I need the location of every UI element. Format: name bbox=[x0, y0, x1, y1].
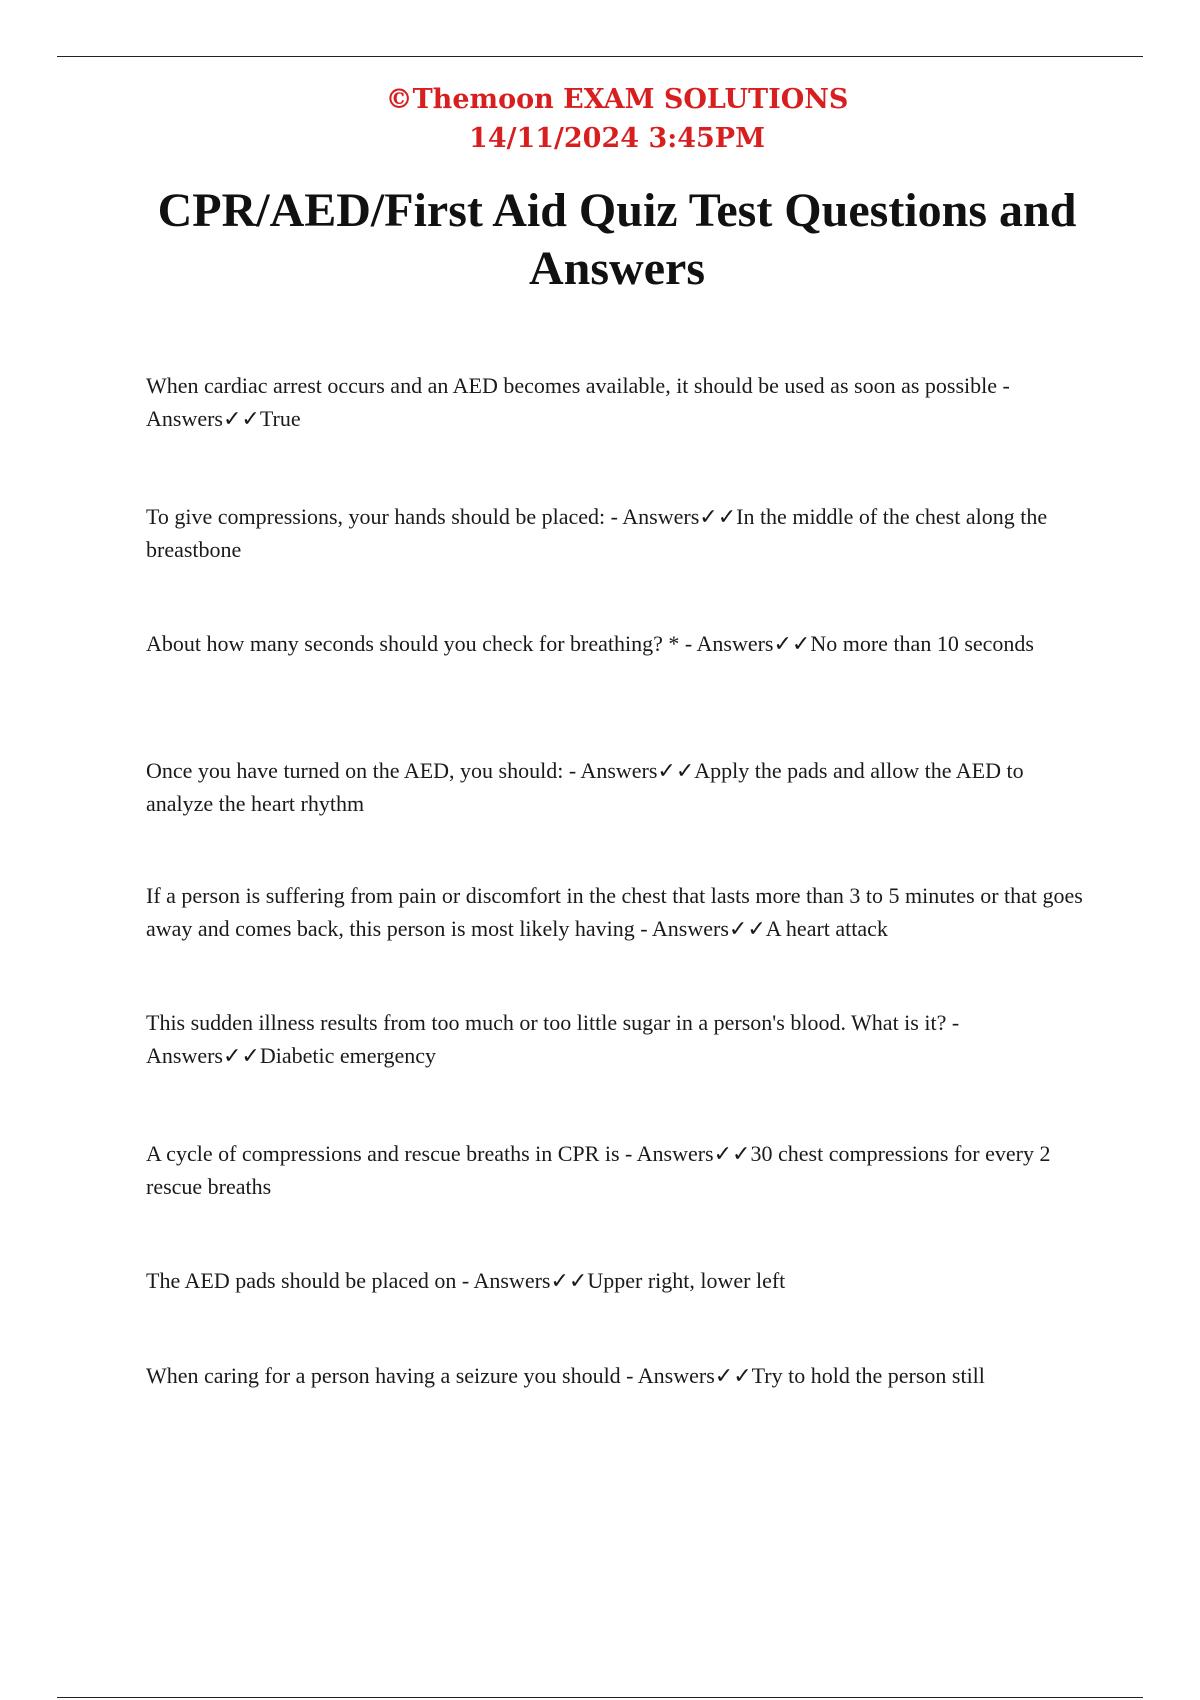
qa-item-2: To give compressions, your hands should be placed: - Answers✓✓In the middle of the chest along the breastbone bbox=[146, 504, 1048, 562]
qa-item-4: Once you have turned on the AED, you should: - Answers✓✓Apply the pads and allow the AED to analyze the heart rhythm bbox=[146, 758, 1024, 816]
qa-item-9: When caring for a person having a seizure you should - Answers✓✓Try to hold the person still bbox=[146, 1363, 985, 1388]
qa-item-8: The AED pads should be placed on - Answers✓✓Upper right, lower left bbox=[146, 1268, 786, 1293]
qa-item-3: About how many seconds should you check for breathing? * - Answers✓✓No more than 10 seconds bbox=[146, 631, 1034, 656]
watermark-line-1: ©Themoon EXAM SOLUTIONS bbox=[385, 84, 849, 115]
top-rule bbox=[57, 56, 1143, 57]
watermark bbox=[0, 80, 1200, 158]
watermark-line-2: 14/11/2024 3:45PM bbox=[469, 123, 765, 154]
page-title: CPR/AED/First Aid Quiz Test Questions and Answers bbox=[157, 184, 1077, 295]
bottom-rule bbox=[57, 1697, 1143, 1698]
qa-item-7: A cycle of compressions and rescue breaths in CPR is - Answers✓✓30 chest compressions for every 2 rescue breaths bbox=[146, 1141, 1051, 1199]
qa-item-6: This sudden illness results from too much or too little sugar in a person's blood. What is it? - Answers✓✓Diabetic emergency bbox=[146, 1010, 960, 1068]
qa-item-1: When cardiac arrest occurs and an AED becomes available, it should be used as soon as possible - Answers✓✓True bbox=[146, 373, 1010, 431]
qa-item-5: If a person is suffering from pain or discomfort in the chest that lasts more than 3 to 5 minutes or that goes away and comes back, this person is most likely having - Answers✓✓A heart attack bbox=[146, 883, 1083, 941]
